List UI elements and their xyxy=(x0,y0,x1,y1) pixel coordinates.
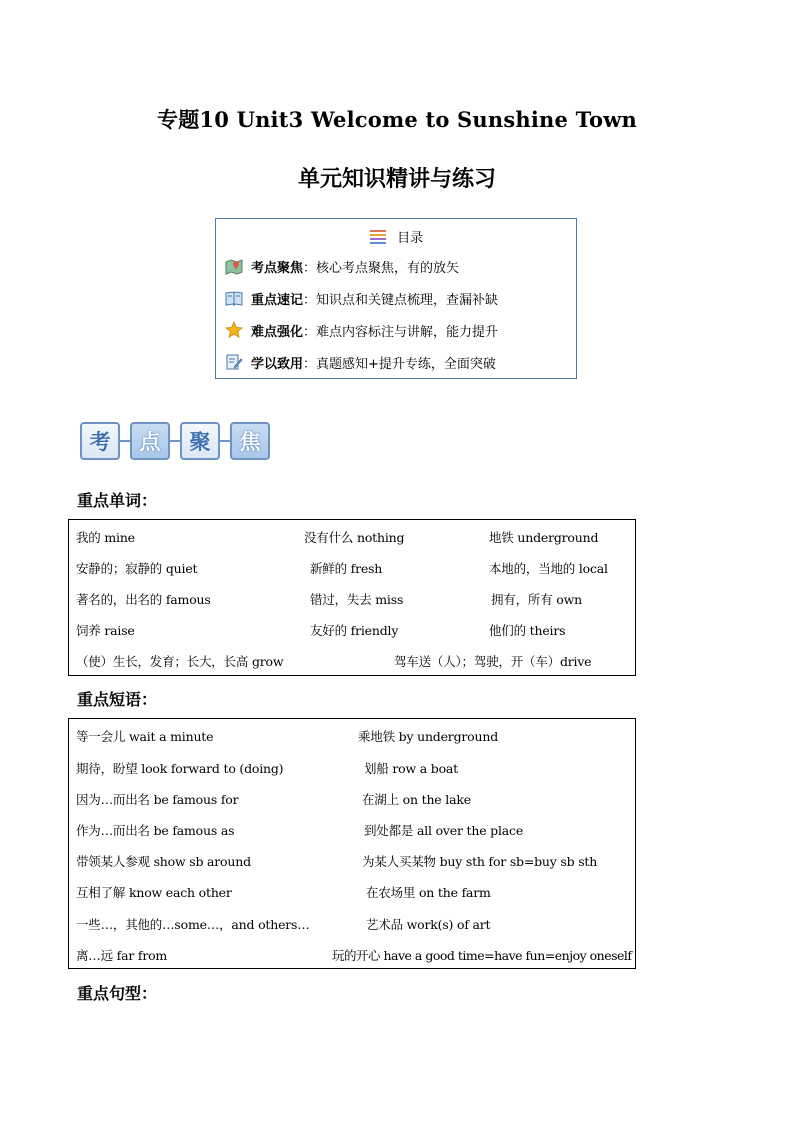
star-icon xyxy=(225,321,243,339)
table-cell: 等一会儿 wait a minute xyxy=(76,729,214,744)
table-cell: 玩的开心 have a good time=have fun=enjoy oneself xyxy=(332,948,632,963)
table-cell: 划船 row a boat xyxy=(364,761,458,776)
table-cell: 乘地铁 by underground xyxy=(358,729,498,744)
open-book-icon xyxy=(225,289,243,307)
table-cell: 为某人买某物 buy sth for sb=buy sb sth xyxy=(362,854,598,869)
toc-heading xyxy=(216,227,576,246)
banner-tile: 考 xyxy=(80,422,120,460)
toc-heading-text: 目录 xyxy=(397,231,424,246)
table-cell: 在农场里 on the farm xyxy=(366,885,491,900)
toc-item-label: 重点速记 xyxy=(251,292,304,308)
banner-tile: 焦 xyxy=(230,422,270,460)
table-cell: 安静的；寂静的 quiet xyxy=(76,561,198,576)
table-cell: 作为…而出名 be famous as xyxy=(76,823,235,838)
toc-item-kaodian[interactable] xyxy=(225,256,459,276)
section-title-words: 重点单词： xyxy=(77,491,158,510)
page-title: 专题10 Unit3 Welcome to Sunshine Town xyxy=(157,107,637,132)
table-cell: 驾车送（人）；驾驶，开（车）drive xyxy=(394,654,592,669)
table-cell: 饲养 raise xyxy=(76,623,135,638)
table-cell: 他们的 theirs xyxy=(489,623,566,638)
table-cell: 本地的，当地的 local xyxy=(489,561,608,576)
table-cell: 拥有，所有 own xyxy=(491,592,582,607)
table-cell: 地铁 underground xyxy=(489,530,599,545)
section-title-sentences: 重点句型： xyxy=(77,984,158,1003)
table-cell: 艺术品 work(s) of art xyxy=(366,917,491,932)
banner-connector xyxy=(170,440,180,442)
table-cell: 著名的，出名的 famous xyxy=(76,592,211,607)
table-cell: 期待，盼望 look forward to (doing) xyxy=(76,761,284,776)
table-cell: 一些…，其他的…some…，and others… xyxy=(76,917,310,932)
table-cell: 新鲜的 fresh xyxy=(310,561,383,576)
table-cell: 互相了解 know each other xyxy=(76,885,232,900)
list-icon xyxy=(369,227,387,245)
toc-item-nandian[interactable] xyxy=(225,320,498,340)
edit-note-icon xyxy=(225,353,243,371)
toc-item-label: 学以致用 xyxy=(251,356,304,372)
toc-item-text: ：难点内容标注与讲解，能力提升 xyxy=(303,324,499,340)
banner-tile: 点 xyxy=(130,422,170,460)
table-cell: 没有什么 nothing xyxy=(304,530,405,545)
table-cell: 离…远 far from xyxy=(76,948,168,963)
key-words-table xyxy=(68,519,636,676)
section-banner-kaodianjujiao xyxy=(80,419,270,463)
table-cell: 带领某人参观 show sb around xyxy=(76,854,251,869)
page-subtitle: 单元知识精讲与练习 xyxy=(297,167,496,192)
toc-item-text: ：知识点和关键点梳理，查漏补缺 xyxy=(303,292,499,308)
toc-item-label: 考点聚焦 xyxy=(251,260,304,276)
toc-item-text: ：真题感知+提升专练，全面突破 xyxy=(303,356,496,372)
table-cell: 错过，失去 miss xyxy=(310,592,404,607)
toc-item-text: ：核心考点聚焦，有的放矢 xyxy=(303,260,460,276)
section-title-phrases: 重点短语： xyxy=(77,690,158,709)
table-cell: 我的 mine xyxy=(76,530,135,545)
table-cell: 在湖上 on the lake xyxy=(362,792,471,807)
toc-item-label: 难点强化 xyxy=(251,324,304,340)
key-phrases-table xyxy=(68,718,636,969)
toc-item-xueyi[interactable] xyxy=(225,352,496,372)
banner-tile: 聚 xyxy=(180,422,220,460)
table-cell: 到处都是 all over the place xyxy=(364,823,524,838)
toc-item-zhongdian[interactable] xyxy=(225,288,498,308)
table-cell: 友好的 friendly xyxy=(310,623,399,638)
map-pin-icon xyxy=(225,257,243,275)
banner-connector xyxy=(220,440,230,442)
banner-connector xyxy=(120,440,130,442)
table-cell: 因为…而出名 be famous for xyxy=(76,792,239,807)
table-cell: （使）生长，发育；长大，长高 grow xyxy=(76,654,284,669)
table-of-contents xyxy=(215,218,577,379)
